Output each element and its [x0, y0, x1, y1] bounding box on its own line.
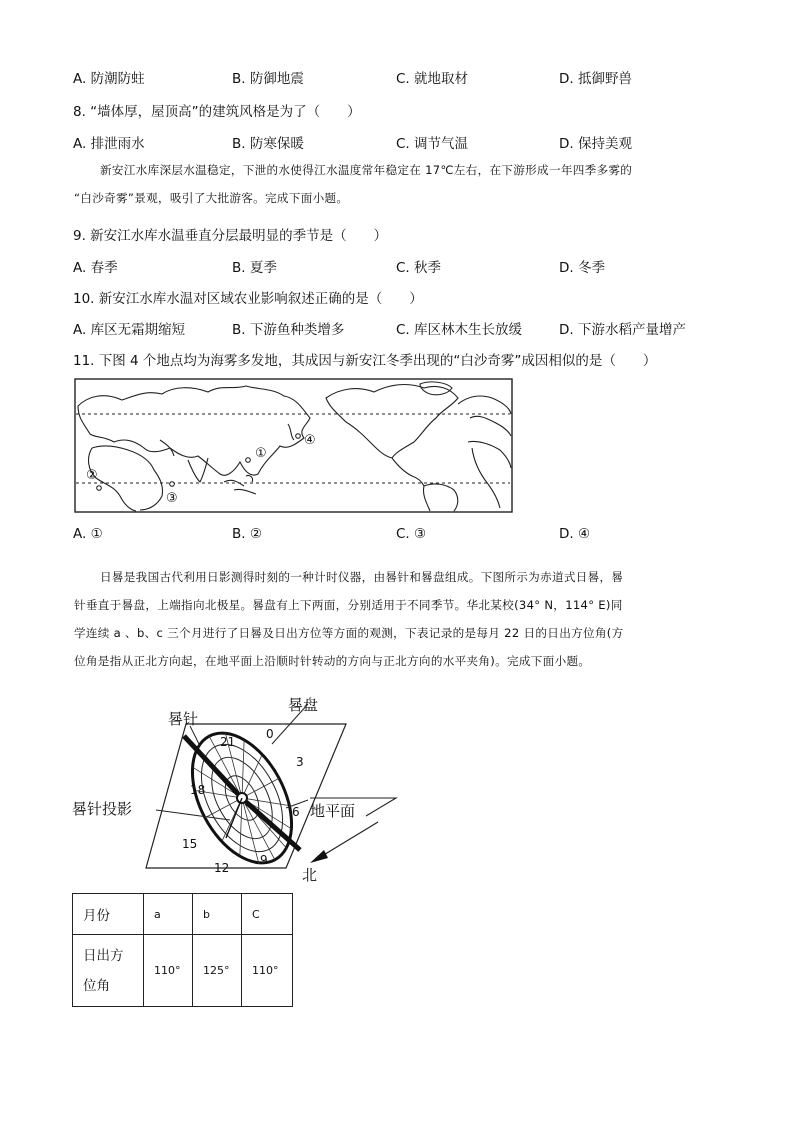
header-a: a [144, 894, 193, 935]
q11-option-c: C. ③ [396, 526, 427, 542]
sundial-diagram [60, 690, 400, 886]
q9-option-c: C. 秋季 [396, 260, 442, 276]
hour-9: 9 [260, 853, 268, 867]
passage2-line-3: 学连续 a 、b、c 三个月进行了日晷及日出方位等方面的观测，下表记录的是每月 22 日的日出方位角(方 [74, 626, 624, 640]
value-b: 125° [193, 935, 242, 1007]
row-label-line-1: 日出方 [83, 947, 124, 964]
q11-option-d: D. ④ [559, 526, 591, 542]
label-horizon: 地平面 [310, 802, 356, 820]
row-label-line-2: 位角 [83, 977, 110, 994]
passage1-line-2: “白沙奇雾”景观，吸引了大批游客。完成下面小题。 [74, 191, 349, 205]
hour-6: 6 [292, 805, 300, 819]
passage-xinanjiang [74, 156, 724, 212]
q7-option-c: C. 就地取材 [396, 71, 469, 87]
map-marker-3: ③ [166, 491, 178, 506]
q8-stem: 8. “墙体厚，屋顶高”的建筑风格是为了（ ） [73, 104, 361, 120]
q10-stem: 10. 新安江水库水温对区域农业影响叙述正确的是（ ） [73, 291, 423, 307]
label-north: 北 [302, 866, 318, 884]
label-dial: 晷盘 [288, 696, 319, 714]
value-a: 110° [144, 935, 193, 1007]
passage1-line-1: 新安江水库深层水温稳定，下泄的水使得江水温度常年稳定在 17℃左右，在下游形成一年四季多雾的 [100, 163, 633, 177]
hour-12: 12 [214, 861, 230, 875]
hour-18: 18 [190, 783, 206, 797]
passage2-line-1: 日晷是我国古代利用日影测得时刻的一种计时仪器，由晷针和晷盘组成。下图所示为赤道式日晷，晷 [100, 570, 624, 584]
q7-option-a: A. 防潮防蛀 [73, 71, 145, 87]
q11-option-a: A. ① [73, 526, 103, 542]
q8-option-a: A. 排泄雨水 [73, 136, 145, 152]
q9-stem: 9. 新安江水库水温垂直分层最明显的季节是（ ） [73, 228, 388, 244]
q7-option-b: B. 防御地震 [232, 71, 304, 87]
q8-option-d: D. 保持美观 [559, 136, 632, 152]
passage2-line-4: 位角是指从正北方向起，在地平面上沿顺时针转动的方向与正北方向的水平夹角)。完成下面小题。 [74, 654, 591, 668]
q11-stem: 11. 下图 4 个地点均为海雾多发地，其成因与新安江冬季出现的“白沙奇雾”成因相似的是（ ） [73, 353, 657, 369]
label-needle: 晷针 [168, 710, 199, 728]
table-header-row [73, 894, 293, 935]
q9-option-a: A. 春季 [73, 260, 118, 276]
q10-option-a: A. 库区无霜期缩短 [73, 322, 186, 338]
q9-option-b: B. 夏季 [232, 260, 277, 276]
hour-0: 0 [266, 727, 274, 741]
label-shadow: 晷针投影 [72, 800, 133, 818]
passage2-line-2: 针垂直于晷盘，上端指向北极星。晷盘有上下两面，分别适用于不同季节。华北某校(34° N，114° E)同 [74, 598, 623, 612]
q8-option-b: B. 防寒保暖 [232, 136, 304, 152]
passage-sundial [74, 563, 724, 675]
hour-3: 3 [296, 755, 304, 769]
q11-option-b: B. ② [232, 526, 262, 542]
q7-option-d: D. 抵御野兽 [559, 71, 632, 87]
map-marker-2: ② [86, 468, 98, 483]
header-b: b [193, 894, 242, 935]
q10-option-c: C. 库区林木生长放缓 [396, 322, 523, 338]
map-marker-4: ④ [304, 433, 316, 448]
sunrise-azimuth-table [72, 893, 293, 1007]
hour-21: 21 [220, 735, 236, 749]
header-c: C [242, 894, 293, 935]
row-label [73, 935, 144, 1007]
map-marker-1: ① [255, 446, 267, 461]
q9-option-d: D. 冬季 [559, 260, 605, 276]
table-row [73, 935, 293, 1007]
hour-15: 15 [182, 837, 198, 851]
q10-option-d: D. 下游水稻产量增产 [559, 322, 686, 338]
value-c: 110° [242, 935, 293, 1007]
q8-option-c: C. 调节气温 [396, 136, 469, 152]
header-month: 月份 [73, 894, 144, 935]
world-fog-map [74, 378, 514, 514]
q10-option-b: B. 下游鱼种类增多 [232, 322, 345, 338]
